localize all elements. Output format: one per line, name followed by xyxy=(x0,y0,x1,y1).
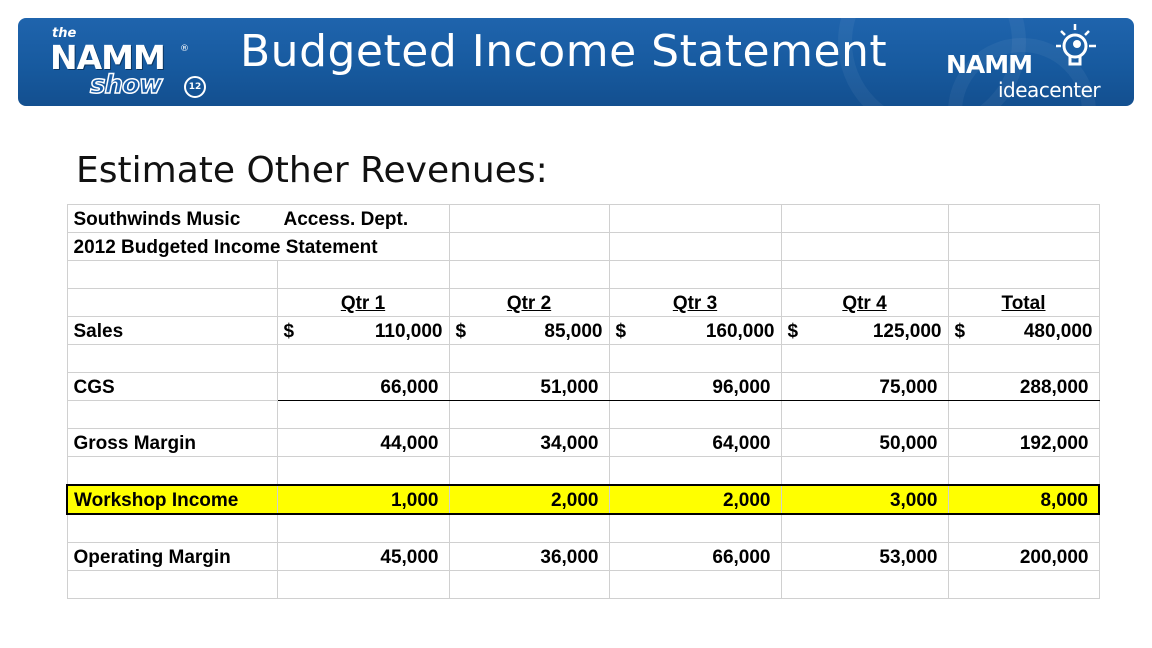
workshop-income-row xyxy=(67,485,1099,514)
value-cell: $ 160,000 xyxy=(609,317,781,345)
currency-symbol: $ xyxy=(283,321,295,342)
value-cell: 2,000 xyxy=(609,485,781,514)
value-cell: 36,000 xyxy=(449,543,609,571)
table-row xyxy=(67,457,1099,486)
value-cell: 96,000 xyxy=(609,373,781,401)
row-label: Operating Margin xyxy=(67,543,277,571)
table-row xyxy=(67,345,1099,373)
value-cell: 1,000 xyxy=(277,485,449,514)
namm-ideacenter-logo xyxy=(946,24,1134,104)
column-header-qtr4: Qtr 4 xyxy=(781,289,948,317)
cgs-row xyxy=(67,373,1099,401)
namm-show-logo xyxy=(50,24,200,102)
section-heading: Estimate Other Revenues: xyxy=(76,150,548,191)
logo-namm-text: NAMM xyxy=(946,50,1033,79)
table-row xyxy=(67,514,1099,543)
page-title: Budgeted Income Statement xyxy=(240,26,888,77)
logo-year-badge: 12 xyxy=(184,76,206,98)
company-name-cell: Southwinds Music xyxy=(67,205,277,233)
value-cell: 192,000 xyxy=(948,429,1099,457)
value-cell: 44,000 xyxy=(277,429,449,457)
table-row xyxy=(67,233,1099,261)
gross-margin-row xyxy=(67,429,1099,457)
logo-the-text: the xyxy=(52,26,77,41)
value-cell: 53,000 xyxy=(781,543,948,571)
operating-margin-row xyxy=(67,543,1099,571)
currency-symbol: $ xyxy=(455,321,467,342)
department-cell: Access. Dept. xyxy=(277,205,449,233)
value-cell: 200,000 xyxy=(948,543,1099,571)
column-header-qtr1: Qtr 1 xyxy=(277,289,449,317)
value-cell: 3,000 xyxy=(781,485,948,514)
value-cell: 66,000 xyxy=(609,543,781,571)
currency-symbol: $ xyxy=(615,321,627,342)
logo-show-text: show xyxy=(90,70,162,100)
currency-symbol: $ xyxy=(954,321,966,342)
column-header-qtr3: Qtr 3 xyxy=(609,289,781,317)
row-label: Sales xyxy=(67,317,277,345)
value-cell: 51,000 xyxy=(449,373,609,401)
value-cell: $ 125,000 xyxy=(781,317,948,345)
value-cell: 45,000 xyxy=(277,543,449,571)
row-label: Workshop Income xyxy=(67,485,277,514)
value-cell: 64,000 xyxy=(609,429,781,457)
logo-ideacenter-text: ideacenter xyxy=(998,78,1101,102)
row-label: Gross Margin xyxy=(67,429,277,457)
header-banner xyxy=(18,18,1134,106)
table-row xyxy=(67,401,1099,429)
table-row xyxy=(67,571,1099,599)
column-header-total: Total xyxy=(948,289,1099,317)
logo-namm-text: NAMM xyxy=(50,38,165,77)
value-cell: 288,000 xyxy=(948,373,1099,401)
statement-title-cell: 2012 Budgeted Income Statement xyxy=(67,233,449,261)
lightbulb-icon xyxy=(1050,22,1100,78)
currency-symbol: $ xyxy=(787,321,799,342)
value-cell: 66,000 xyxy=(277,373,449,401)
column-header-row xyxy=(67,289,1099,317)
sales-row xyxy=(67,317,1099,345)
income-statement-table xyxy=(66,204,1100,599)
value-cell: $ 480,000 xyxy=(948,317,1099,345)
table-row xyxy=(67,205,1099,233)
value-cell: $ 110,000 xyxy=(277,317,449,345)
value-cell: 75,000 xyxy=(781,373,948,401)
value-cell: 34,000 xyxy=(449,429,609,457)
registered-mark-icon: ® xyxy=(180,44,189,54)
table-row xyxy=(67,261,1099,289)
value-cell: 2,000 xyxy=(449,485,609,514)
value-cell: 8,000 xyxy=(948,485,1099,514)
column-header-qtr2: Qtr 2 xyxy=(449,289,609,317)
value-cell: $ 85,000 xyxy=(449,317,609,345)
value-cell: 50,000 xyxy=(781,429,948,457)
row-label: CGS xyxy=(67,373,277,401)
